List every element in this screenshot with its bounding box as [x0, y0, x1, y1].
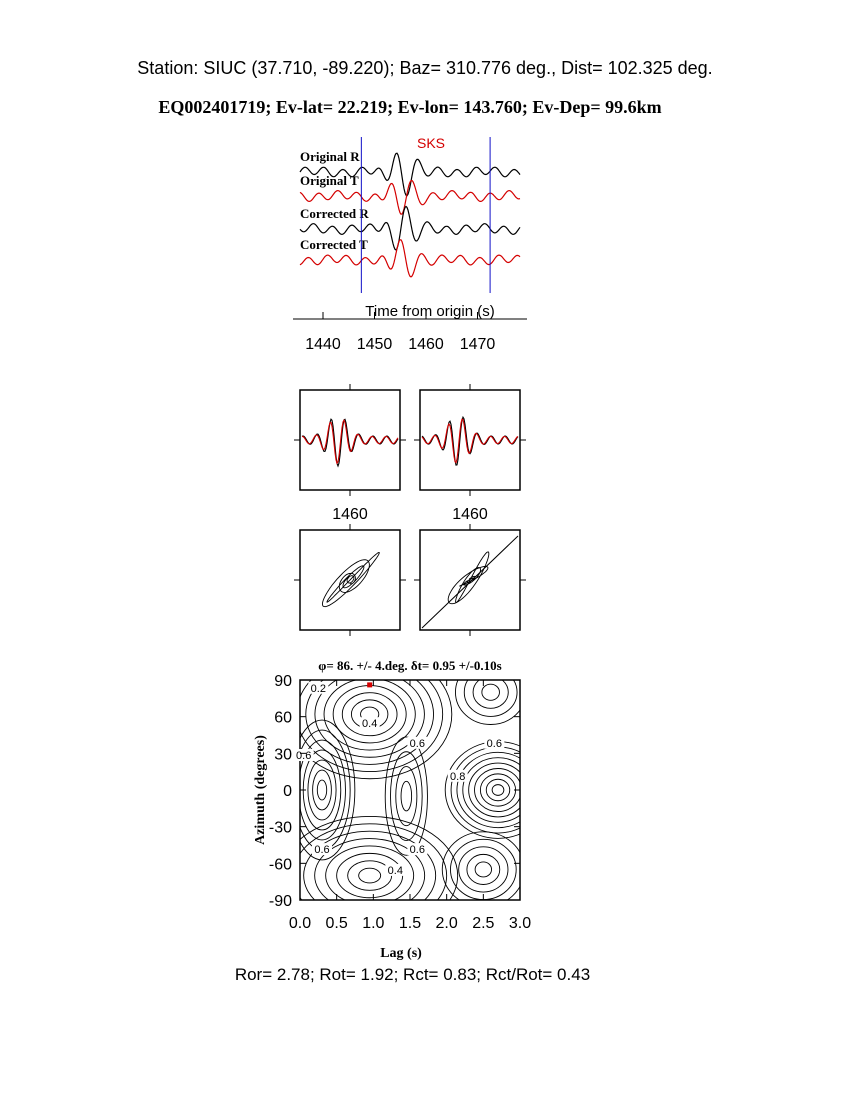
- contour-label: 0.6: [409, 737, 425, 750]
- contour-ring: [459, 847, 508, 892]
- azimuth-tick-label: 30: [274, 746, 292, 764]
- azimuth-tick-label: 0: [283, 783, 292, 800]
- contour-ring: [293, 824, 447, 928]
- contour-ring: [464, 668, 517, 716]
- azimuth-tick-label: -30: [268, 819, 292, 837]
- azimuth-tick-label: 60: [274, 709, 292, 727]
- contour-ring: [482, 684, 500, 700]
- contour-ring: [289, 720, 355, 860]
- contour-ring: [463, 758, 533, 823]
- waveform-overlay-corrected-panel: [414, 384, 526, 523]
- time-tick-label: 1460: [408, 336, 444, 353]
- contour-ring: [303, 750, 341, 830]
- contour-ring: [492, 785, 504, 796]
- trace-label: Original T: [300, 173, 359, 188]
- trace-label: Corrected R: [300, 206, 369, 221]
- time-axis-label: Time from origin (s): [365, 303, 495, 320]
- overlay-frame: [300, 390, 400, 490]
- particle-motion-corrected-panel: [414, 524, 526, 636]
- best-fit-marker: [367, 682, 372, 687]
- contour-ring: [401, 781, 412, 811]
- waveform-overlay-original-panel: [294, 384, 406, 523]
- lag-tick-label: 3.0: [508, 915, 532, 932]
- trace-label: Original R: [300, 149, 360, 164]
- contour-ring: [457, 752, 539, 827]
- overlay-tick-label: 1460: [332, 506, 368, 523]
- lag-tick-label: 1.5: [398, 915, 422, 932]
- contour-ring: [480, 774, 515, 806]
- overlay-trace-black: [422, 417, 518, 465]
- station-info: Station: SIUC (37.710, -89.220); Baz= 310.776 deg., Dist= 102.325 deg.: [137, 58, 713, 78]
- contour-label: 0.6: [296, 750, 312, 762]
- contour-ring: [324, 678, 415, 750]
- particle-motion-path: [322, 553, 379, 607]
- contour-ring: [473, 676, 508, 708]
- contour-ring: [396, 767, 417, 826]
- contour-ring: [390, 752, 422, 841]
- time-tick-label: 1440: [305, 336, 341, 353]
- contour-ring: [467, 854, 500, 884]
- overlay-tick-label: 1460: [452, 506, 488, 523]
- overlay-trace-black: [302, 419, 398, 466]
- contour-label: 0.2: [310, 682, 326, 695]
- particle-axis-line: [422, 536, 518, 628]
- time-tick-label: 1470: [459, 336, 496, 353]
- lag-tick-label: 0.5: [325, 915, 348, 932]
- contour-ring: [313, 770, 332, 810]
- particle-motion-path: [448, 552, 489, 604]
- contour-label: 0.6: [314, 844, 330, 857]
- trace-label: Corrected T: [300, 237, 368, 252]
- contour-title: φ= 86. +/- 4.deg. δt= 0.95 +/-0.10s: [318, 658, 502, 673]
- contour-label: 0.4: [387, 864, 403, 877]
- overlay-trace-red: [422, 419, 518, 463]
- contour-ring: [297, 657, 443, 772]
- contour-label: 0.6: [409, 844, 425, 857]
- contour-ring: [317, 780, 326, 800]
- contour-ring: [359, 868, 381, 883]
- particle-motion-original-panel: [294, 524, 406, 636]
- event-info: EQ002401719; Ev-lat= 22.219; Ev-lon= 143.760; Ev-Dep= 99.6km: [158, 97, 662, 117]
- contour-ring: [445, 742, 551, 839]
- contour-ring: [333, 686, 406, 743]
- contour-label: 0.8: [450, 770, 466, 783]
- azimuth-tick-label: -60: [268, 856, 292, 874]
- seismogram-panel: [293, 135, 527, 353]
- contour-label: 0.4: [362, 718, 378, 731]
- overlay-frame: [420, 390, 520, 490]
- lag-tick-label: 0.0: [288, 915, 312, 932]
- contour-ring: [385, 737, 427, 855]
- lag-tick-label: 1.0: [362, 915, 385, 932]
- contour-ring: [348, 861, 392, 891]
- contour-ring: [475, 862, 491, 877]
- azimuth-axis-label: Azimuth (degrees): [253, 735, 268, 845]
- contour-label: 0.6: [486, 737, 502, 750]
- lag-axis-label: Lag (s): [380, 946, 422, 961]
- lag-tick-label: 2.5: [472, 915, 495, 932]
- azimuth-tick-label: 90: [274, 673, 292, 690]
- azimuth-tick-label: -90: [268, 893, 292, 910]
- contour-ring: [450, 839, 516, 899]
- time-tick-label: 1450: [356, 336, 393, 353]
- lag-tick-label: 2.0: [435, 915, 458, 932]
- contour-ring: [486, 779, 509, 801]
- contour-ring: [308, 760, 336, 820]
- phase-label: SKS: [416, 135, 446, 151]
- energy-contour-panel: [253, 650, 551, 961]
- ratio-summary: Ror= 2.78; Rot= 1.92; Rct= 0.83; Rct/Rot= 0.43: [234, 965, 591, 984]
- overlay-trace-red: [302, 420, 398, 463]
- contour-ring: [451, 747, 545, 833]
